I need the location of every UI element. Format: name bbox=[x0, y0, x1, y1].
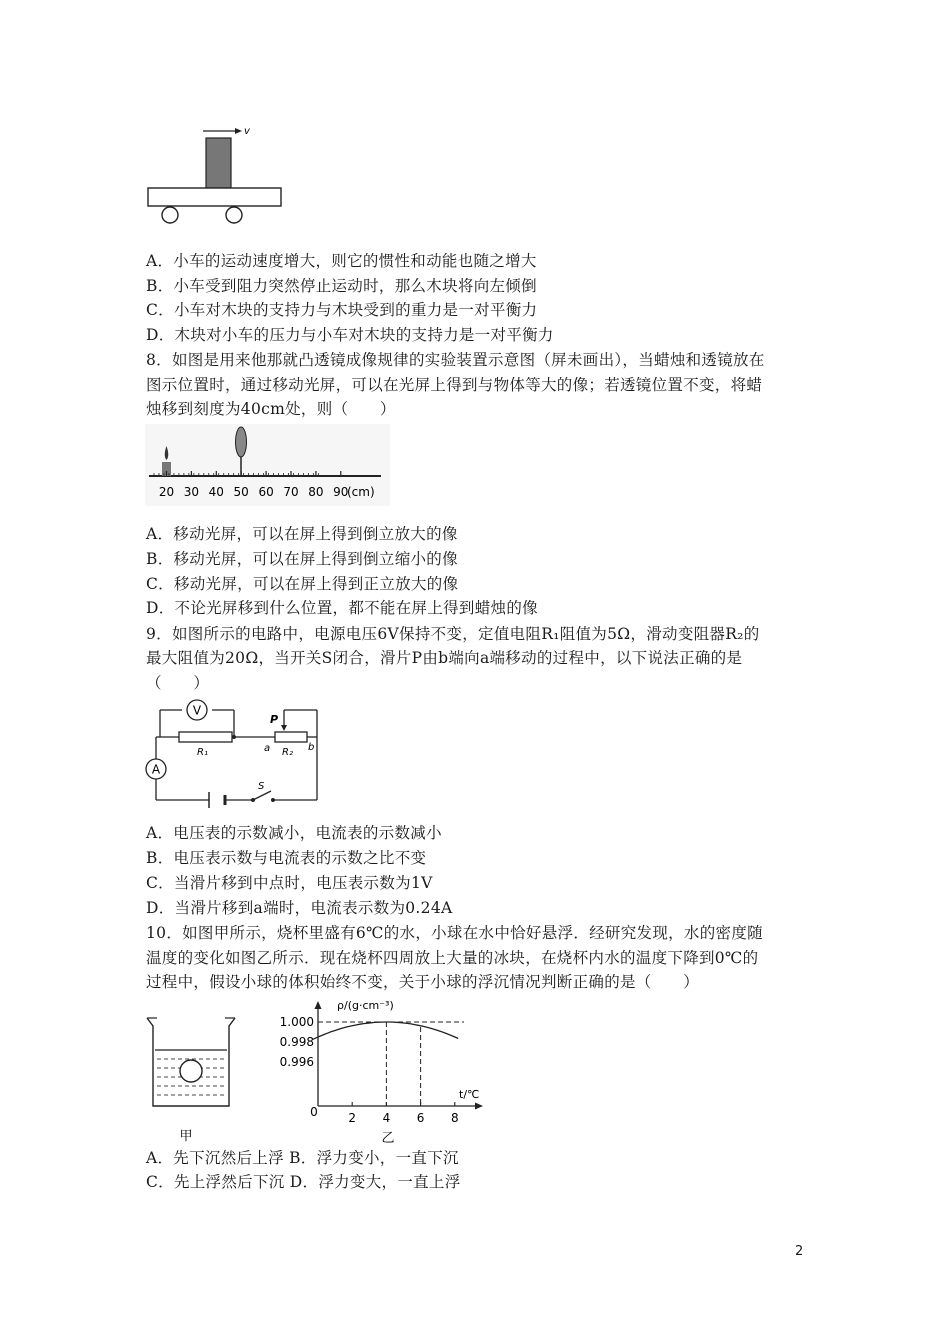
bench-tick-label: 80 bbox=[308, 485, 324, 499]
q8-option-b: B．移动光屏，可以在屏上得到倒立缩小的像 bbox=[146, 550, 458, 568]
q9-option-c: C．当滑片移到中点时，电压表示数为1V bbox=[146, 874, 433, 892]
floating-ball bbox=[180, 1060, 202, 1082]
density-curve bbox=[313, 1022, 458, 1039]
bench-tick-label: 50 bbox=[233, 485, 249, 499]
q8-stem-line-2: 图示位置时，通过移动光屏，可以在光屏上得到与物体等大的像；若透镜位置不变，将蜡 bbox=[146, 376, 763, 394]
bench-tick-label: 70 bbox=[283, 485, 299, 499]
y-tick-label: 0.996 bbox=[279, 1055, 314, 1069]
q10-options-row-2: C．先上浮然后下沉 D．浮力变大，一直上浮 bbox=[146, 1173, 461, 1191]
bench-tick-label: 90 bbox=[333, 485, 349, 499]
x-tick-label: 8 bbox=[450, 1111, 459, 1125]
q10-options-row-1: A．先下沉然后上浮 B．浮力变小，一直下沉 bbox=[146, 1149, 459, 1167]
x-axis-label: t/℃ bbox=[459, 1088, 480, 1101]
ammeter-label: A bbox=[151, 762, 161, 777]
wood-block bbox=[206, 138, 231, 188]
end-b-label: b bbox=[308, 742, 315, 753]
figure-yi-label: 乙 bbox=[381, 1131, 395, 1146]
resistor-r1 bbox=[179, 732, 232, 742]
x-tick-label: 6 bbox=[416, 1111, 425, 1125]
q9-stem-line-2: 最大阻值为20Ω，当开关S闭合，滑片P由b端向a端移动的过程中，以下说法正确的是 bbox=[146, 649, 743, 667]
q9-stem-line-3: （ ） bbox=[146, 674, 210, 692]
rheostat-r2 bbox=[275, 732, 307, 742]
q9-option-d: D．当滑片移到a端时，电流表示数为0.24A bbox=[146, 899, 453, 917]
convex-lens bbox=[236, 427, 247, 457]
q8-stem-line-1: 8．如图是用来他那就凸透镜成像规律的实验装置示意图（屏未画出），当蜡烛和透镜放在 bbox=[146, 351, 765, 369]
q7-option-c: C．小车对木块的支持力与木块受到的重力是一对平衡力 bbox=[146, 301, 538, 319]
circuit-figure bbox=[145, 697, 325, 812]
x-tick-label: 2 bbox=[348, 1111, 357, 1125]
density-chart bbox=[270, 996, 490, 1148]
beaker-figure bbox=[143, 1010, 238, 1145]
figure-jia-label: 甲 bbox=[179, 1129, 193, 1144]
slider-label: P bbox=[270, 713, 279, 726]
cart-wheel-left bbox=[162, 207, 178, 223]
q8-option-a: A．移动光屏，可以在屏上得到倒立放大的像 bbox=[146, 525, 458, 543]
q7-option-d: D．木块对小车的压力与小车对木块的支持力是一对平衡力 bbox=[146, 326, 554, 344]
optical-bench-figure bbox=[145, 424, 390, 506]
cart-body bbox=[148, 188, 281, 206]
voltmeter-label: V bbox=[192, 703, 202, 718]
q9-option-a: A．电压表的示数减小，电流表的示数减小 bbox=[146, 824, 442, 842]
cart-wheel-right bbox=[226, 207, 242, 223]
cart-figure bbox=[145, 120, 285, 230]
bench-unit-label: (cm) bbox=[347, 485, 375, 499]
y-axis-label: ρ/(g·cm⁻³) bbox=[337, 999, 394, 1012]
x-tick-label: 4 bbox=[382, 1111, 391, 1125]
q10-stem-line-1: 10．如图甲所示，烧杯里盛有6℃的水，小球在水中恰好悬浮．经研究发现，水的密度随 bbox=[146, 924, 763, 942]
q8-option-c: C．移动光屏，可以在屏上得到正立放大的像 bbox=[146, 575, 459, 593]
y-tick-label: 0.998 bbox=[279, 1035, 314, 1049]
bench-tick-label: 60 bbox=[258, 485, 274, 499]
y-tick-label: 1.000 bbox=[279, 1015, 314, 1029]
bench-tick-label: 30 bbox=[183, 485, 200, 499]
q8-stem-line-3: 烛移到刻度为40cm处，则（ ） bbox=[146, 400, 396, 418]
q7-option-b: B．小车受到阻力突然停止运动时，那么木块将向左倾倒 bbox=[146, 277, 537, 295]
q10-stem-line-2: 温度的变化如图乙所示．现在烧杯四周放上大量的冰块，在烧杯内水的温度下降到0℃的 bbox=[146, 949, 759, 967]
q7-option-a: A．小车的运动速度增大，则它的惯性和动能也随之增大 bbox=[146, 252, 537, 270]
origin-label: 0 bbox=[310, 1105, 318, 1119]
q8-option-d: D．不论光屏移到什么位置，都不能在屏上得到蜡烛的像 bbox=[146, 599, 538, 617]
switch-s bbox=[253, 791, 271, 800]
bench-tick-label: 40 bbox=[208, 485, 224, 499]
slider-p bbox=[281, 725, 287, 731]
r2-label: R₂ bbox=[282, 747, 293, 758]
q10-stem-line-3: 过程中，假设小球的体积始终不变，关于小球的浮沉情况判断正确的是（ ） bbox=[146, 973, 700, 991]
switch-label: S bbox=[258, 781, 265, 792]
page-number: 2 bbox=[795, 1244, 804, 1259]
q9-stem-line-1: 9．如图所示的电路中，电源电压6V保持不变，定值电阻R₁阻值为5Ω，滑动变阻器R₂的 bbox=[146, 625, 760, 643]
velocity-label: v bbox=[244, 126, 250, 137]
bench-tick-label: 20 bbox=[158, 485, 175, 499]
end-a-label: a bbox=[264, 743, 271, 754]
r1-label: R₁ bbox=[197, 747, 208, 758]
q9-option-b: B．电压表示数与电流表的示数之比不变 bbox=[146, 849, 427, 867]
